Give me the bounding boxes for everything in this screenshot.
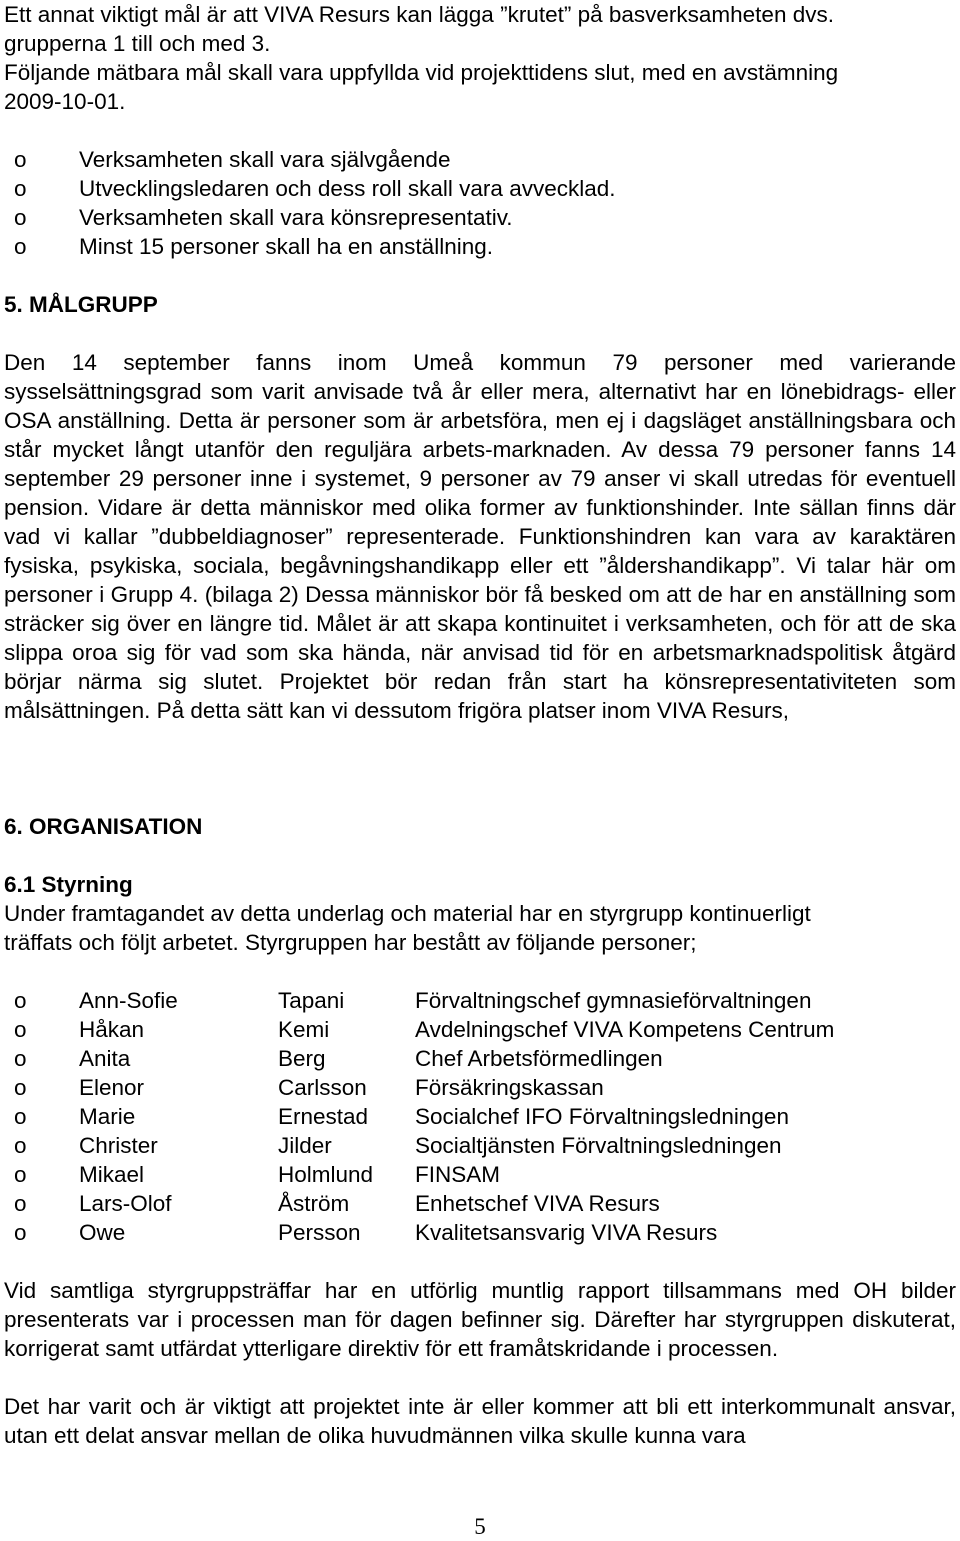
bullet-marker: o [14, 1162, 27, 1187]
member-first-name: Marie [79, 1104, 136, 1129]
member-role: Försäkringskassan [415, 1075, 604, 1100]
bullet-marker: o [14, 1017, 27, 1042]
member-role: Enhetschef VIVA Resurs [415, 1191, 660, 1216]
list-item [4, 1073, 956, 1102]
styrning-intro-line-1: Under framtagandet av detta underlag och material har en styrgrupp kontinuerligt [4, 901, 811, 926]
list-item [4, 174, 956, 203]
member-role: Förvaltningschef gymnasieförvaltningen [415, 988, 812, 1013]
member-first-name: Anita [79, 1046, 131, 1071]
list-item [4, 1189, 956, 1218]
member-first-name: Owe [79, 1220, 126, 1245]
section-body-malgrupp: Den 14 september fanns inom Umeå kommun 79 personer med varierande sysselsättningsgrad som varit anvisade två år eller mera, alternativt har en lönebidrags- eller OSA anställning. Detta är personer som är arbetsföra, men ej i dagsläget anställningsbara och står mycket långt utanför den reguljära arbets-marknaden. Av dessa 79 personer fanns 14 september 29 personer inne i systemet, 9 personer av 79 anser vi skall utredas för eventuell pension. Vidare är detta människor med olika former av funktionshinder. Inte sällan finns där vad vi kallar ”dubbeldiagnoser” representerade. Funktionshindren kan vara av karaktären fysiska, psykiska, sociala, begåvningshandikapp eller ett ”åldershandikapp”. Vi talar här om personer i Grupp 4. (bilaga 2) Dessa människor bör få besked om att de har en anställning som sträcker sig över en längre tid. Målet är att skapa kontinuitet i verksamheten, och för att de ska slippa oroa sig för vad som ska hända, när anvisad tid för en arbetsmarknadspolitisk åtgärd börjar närma sig slutet. Projektet bör redan från start ha könsrepresentativiteten som målsättningen. På detta sätt kan vi dessutom frigöra platser inom VIVA Resurs, [4, 350, 956, 723]
member-role: Chef Arbetsförmedlingen [415, 1046, 663, 1071]
member-last-name: Holmlund [278, 1162, 374, 1187]
member-first-name: Mikael [79, 1162, 145, 1187]
list-item [4, 1160, 956, 1189]
section-heading-malgrupp: 5. MÅLGRUPP [4, 292, 158, 317]
page-number: 5 [474, 1514, 486, 1539]
member-last-name: Jilder [278, 1133, 332, 1158]
goals-list [4, 145, 956, 261]
bullet-marker: o [14, 1133, 27, 1158]
member-role: Kvalitetsansvarig VIVA Resurs [415, 1220, 718, 1245]
member-last-name: Carlsson [278, 1075, 367, 1100]
member-role: Socialtjänsten Förvaltningsledningen [415, 1133, 782, 1158]
shared-responsibility-paragraph: Det har varit och är viktigt att projektet inte är eller kommer att bli ett interkommunalt ansvar, utan ett delat ansvar mellan de olika huvudmännen vilka skulle kunna vara [4, 1394, 956, 1448]
member-last-name: Åström [278, 1191, 350, 1216]
member-role: Socialchef IFO Förvaltningsledningen [415, 1104, 789, 1129]
bullet-marker: o [14, 1046, 27, 1071]
list-item [4, 1218, 956, 1247]
list-item-text: Utvecklingsledaren och dess roll skall vara avvecklad. [79, 176, 616, 201]
member-role: Avdelningschef VIVA Kompetens Centrum [415, 1017, 835, 1042]
bullet-marker: o [14, 1075, 27, 1100]
styrning-intro-line-2: träffats och följt arbetet. Styrgruppen har bestått av följande personer; [4, 930, 697, 955]
bullet-marker: o [14, 205, 27, 230]
member-last-name: Kemi [278, 1017, 330, 1042]
bullet-marker: o [14, 234, 27, 259]
list-item [4, 1102, 956, 1131]
intro-line-4: 2009-10-01. [4, 89, 126, 114]
bullet-marker: o [14, 1104, 27, 1129]
member-first-name: Lars-Olof [79, 1191, 172, 1216]
member-last-name: Persson [278, 1220, 361, 1245]
bullet-marker: o [14, 147, 27, 172]
intro-line-2: grupperna 1 till och med 3. [4, 31, 271, 56]
bullet-marker: o [14, 988, 27, 1013]
list-item-text: Verksamheten skall vara självgående [79, 147, 451, 172]
list-item [4, 203, 956, 232]
list-item [4, 1015, 956, 1044]
steering-meetings-paragraph: Vid samtliga styrgruppsträffar har en utförlig muntlig rapport tillsammans med OH bilder presenterats var i processen man för dagen befinner sig. Därefter har styrgruppen diskuterat, korrigerat samt utfärdat ytterligare direktiv för ett framåtskridande i processen. [4, 1278, 956, 1361]
bullet-marker: o [14, 1220, 27, 1245]
list-item [4, 1131, 956, 1160]
subsection-heading-styrning: 6.1 Styrning [4, 872, 133, 897]
member-role: FINSAM [415, 1162, 501, 1187]
list-item [4, 986, 956, 1015]
member-last-name: Ernestad [278, 1104, 369, 1129]
intro-line-3: Följande mätbara mål skall vara uppfyllda vid projekttidens slut, med en avstämning [4, 60, 839, 85]
intro-line-1: Ett annat viktigt mål är att VIVA Resurs kan lägga ”krutet” på basverksamheten dvs. [4, 2, 834, 27]
list-item [4, 1044, 956, 1073]
member-first-name: Ann-Sofie [79, 988, 178, 1013]
steering-group-list [4, 986, 956, 1247]
list-item [4, 145, 956, 174]
list-item [4, 232, 956, 261]
bullet-marker: o [14, 1191, 27, 1216]
member-last-name: Tapani [278, 988, 345, 1013]
member-first-name: Christer [79, 1133, 158, 1158]
list-item-text: Minst 15 personer skall ha en anställning. [79, 234, 493, 259]
section-heading-organisation: 6. ORGANISATION [4, 814, 203, 839]
member-first-name: Håkan [79, 1017, 145, 1042]
member-last-name: Berg [278, 1046, 326, 1071]
bullet-marker: o [14, 176, 27, 201]
list-item-text: Verksamheten skall vara könsrepresentativ. [79, 205, 513, 230]
member-first-name: Elenor [79, 1075, 145, 1100]
